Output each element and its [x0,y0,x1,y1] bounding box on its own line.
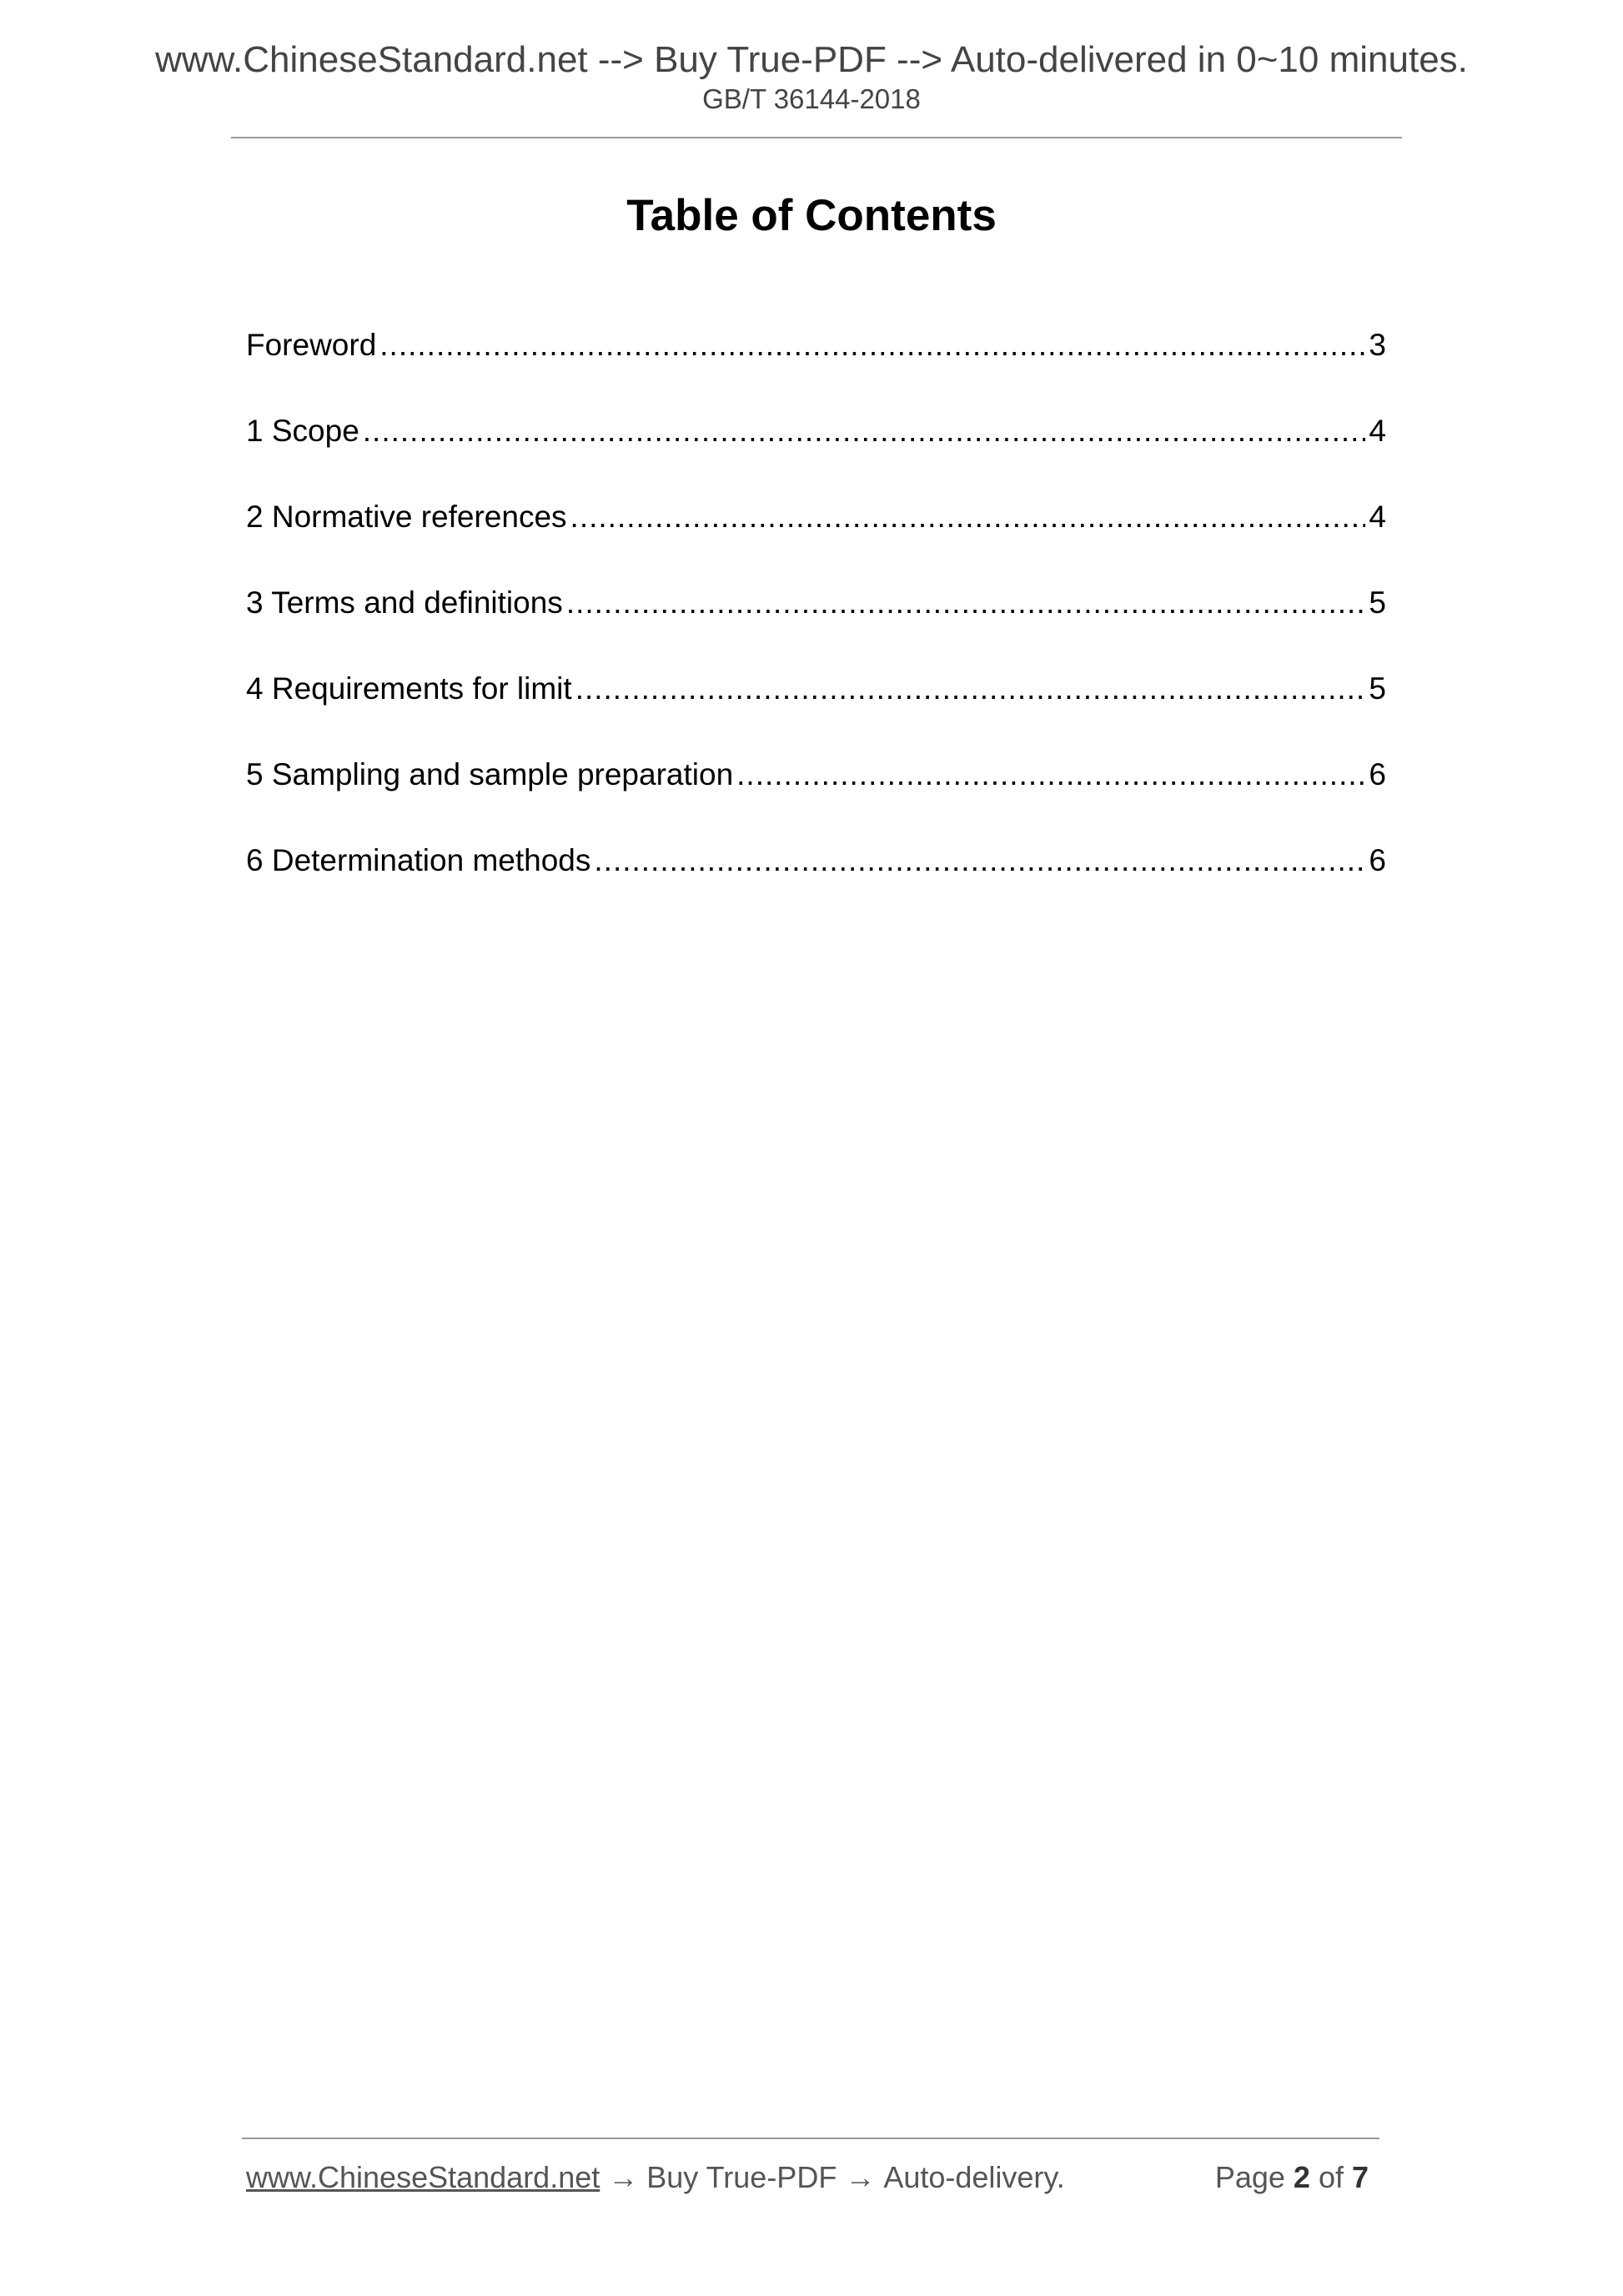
header-divider [231,137,1402,138]
toc-entry-label: 4 Requirements for limit [246,671,572,706]
toc-entry-page: 4 [1369,500,1386,534]
standard-number: GB/T 36144-2018 [702,83,921,114]
toc-entry-requirements-limit[interactable] [246,671,1386,756]
page-word: Page [1214,2160,1285,2194]
toc-entry-label: 2 Normative references [246,500,567,534]
page-total: 7 [1351,2160,1369,2194]
toc-entry-page: 4 [1369,414,1386,448]
of-word: of [1318,2160,1344,2194]
page-footer [246,2160,1377,2204]
footer-divider [242,2138,1379,2139]
toc-entry-normative-references[interactable] [246,499,1386,585]
toc-entry-label: 1 Scope [246,414,359,448]
toc-dot-leader [594,842,1365,879]
toc-entry-page: 3 [1369,328,1386,362]
toc-entry-page: 5 [1369,585,1386,620]
footer-site-link[interactable]: www.ChineseStandard.net [246,2160,600,2194]
footer-promo [246,2160,1065,2194]
toc-dot-leader [570,499,1366,535]
toc-entry-page: 5 [1369,671,1386,706]
right-arrow-icon: → [608,2160,639,2194]
footer-buy-text: Buy True-PDF [646,2160,837,2194]
page-number [1214,2160,1377,2194]
toc-list [246,327,1386,928]
toc-entry-sampling[interactable] [246,756,1386,842]
header-banner: www.ChineseStandard.net --> Buy True-PDF --> Auto-delivered in 0~10 minutes. [155,39,1468,80]
footer-delivery-text: Auto-delivery. [883,2160,1065,2194]
toc-entry-page: 6 [1369,843,1386,877]
page-current: 2 [1293,2160,1310,2194]
toc-entry-label: 3 Terms and definitions [246,585,563,620]
toc-entry-label: 6 Determination methods [246,843,591,877]
right-arrow-icon: → [845,2160,876,2194]
toc-entry-determination-methods[interactable] [246,842,1386,928]
toc-entry-terms-definitions[interactable] [246,585,1386,671]
toc-entry-label: 5 Sampling and sample preparation [246,757,734,791]
toc-entry-label: Foreword [246,328,377,362]
toc-dot-leader [575,671,1366,707]
toc-dot-leader [736,756,1365,793]
toc-title: Table of Contents [626,191,997,240]
toc-entry-scope[interactable] [246,413,1386,499]
toc-entry-foreword[interactable] [246,327,1386,413]
toc-dot-leader [363,413,1366,450]
toc-dot-leader [379,327,1365,364]
toc-entry-page: 6 [1369,757,1386,791]
toc-dot-leader [566,585,1366,621]
